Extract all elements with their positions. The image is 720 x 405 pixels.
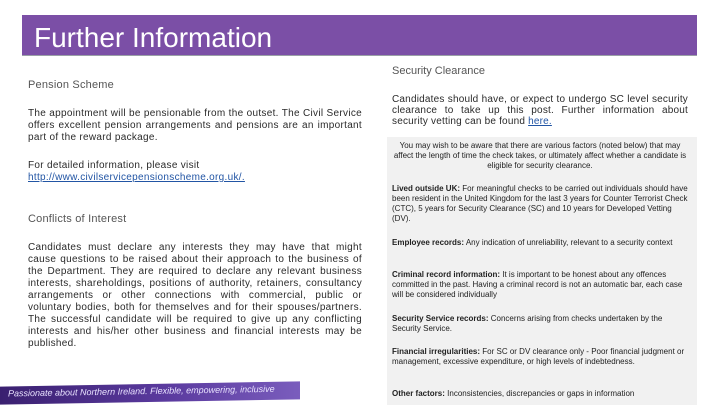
factor-text: For meaningful checks to be carried out individuals should have been resident in the United Kingdom for the last 3 years for Counter Terrorist Check (CTC), 5 years for Security Clearance (SC) and 10 years for Developed Vetting (DV). — [392, 184, 688, 223]
factor-item — [392, 314, 688, 334]
factor-item — [392, 184, 688, 224]
factor-text: Inconsistencies, discrepancies or gaps in information — [447, 389, 635, 398]
pension-detail — [28, 160, 362, 184]
factor-text: It is important to be honest about any offences committed in the past. Having a criminal record is not an automatic bar, each case will be considered individually — [392, 270, 683, 299]
pension-link[interactable]: http://www.civilservicepensionscheme.org.uk/. — [28, 172, 245, 183]
header-divider — [22, 55, 697, 56]
footer-banner — [0, 381, 300, 404]
factor-text: For SC or DV clearance only - Poor financial judgment or management, excessive expenditure, or high levels of indebtedness. — [392, 347, 685, 366]
conflicts-heading: Conflicts of Interest — [28, 213, 127, 225]
pension-heading: Pension Scheme — [28, 79, 114, 91]
factor-label: Other factors: — [392, 389, 445, 398]
pension-detail-prefix: For detailed information, please visit — [28, 160, 200, 171]
factor-text: Concerns arising from checks undertaken by the Security Service. — [392, 314, 663, 333]
factor-item — [392, 347, 688, 367]
factor-item — [392, 270, 688, 300]
security-link[interactable]: here. — [528, 116, 552, 127]
factor-label: Employee records: — [392, 238, 465, 247]
factor-label: Lived outside UK: — [392, 184, 461, 193]
factor-label: Financial irregularities: — [392, 347, 481, 356]
factor-text: Any indication of unreliability, relevant to a security context — [465, 238, 673, 247]
header-bar — [22, 15, 697, 55]
footer-tagline: Passionate about Northern Ireland. Flexible, empowering, inclusive — [8, 383, 275, 399]
security-text-body: Candidates should have, or expect to undergo SC level security clearance to take up this post. Further information about security vetting can be found — [392, 94, 688, 127]
factor-label: Security Service records: — [392, 314, 489, 323]
factor-item — [392, 238, 688, 248]
factor-item — [392, 389, 688, 399]
pension-text: The appointment will be pensionable from the outset. The Civil Service offers excellent pension arrangements and pensions are an important part of the reward package. — [28, 108, 362, 143]
page-title: Further Information — [34, 22, 273, 53]
security-heading: Security Clearance — [392, 65, 485, 77]
factors-intro: You may wish to be aware that there are various factors (noted below) that may affect the length of time the check takes, or ultimately affect whether a candidate is eligible for security clearance. — [393, 141, 687, 170]
factor-label: Criminal record information: — [392, 270, 501, 279]
conflicts-text: Candidates must declare any interests they may have that might cause questions to be raised about their approach to the business of the Department. They are required to declare any relevant business interests, shareholdings, positions of authority, retainers, consultancy arrangements or other connections with commercial, public or voluntary bodies, both for themselves and for their spouses/partners. The successful candidate will be required to give up any conflicting interests and his/her other business and financial interests may be published. — [28, 242, 362, 349]
security-text — [392, 94, 688, 127]
